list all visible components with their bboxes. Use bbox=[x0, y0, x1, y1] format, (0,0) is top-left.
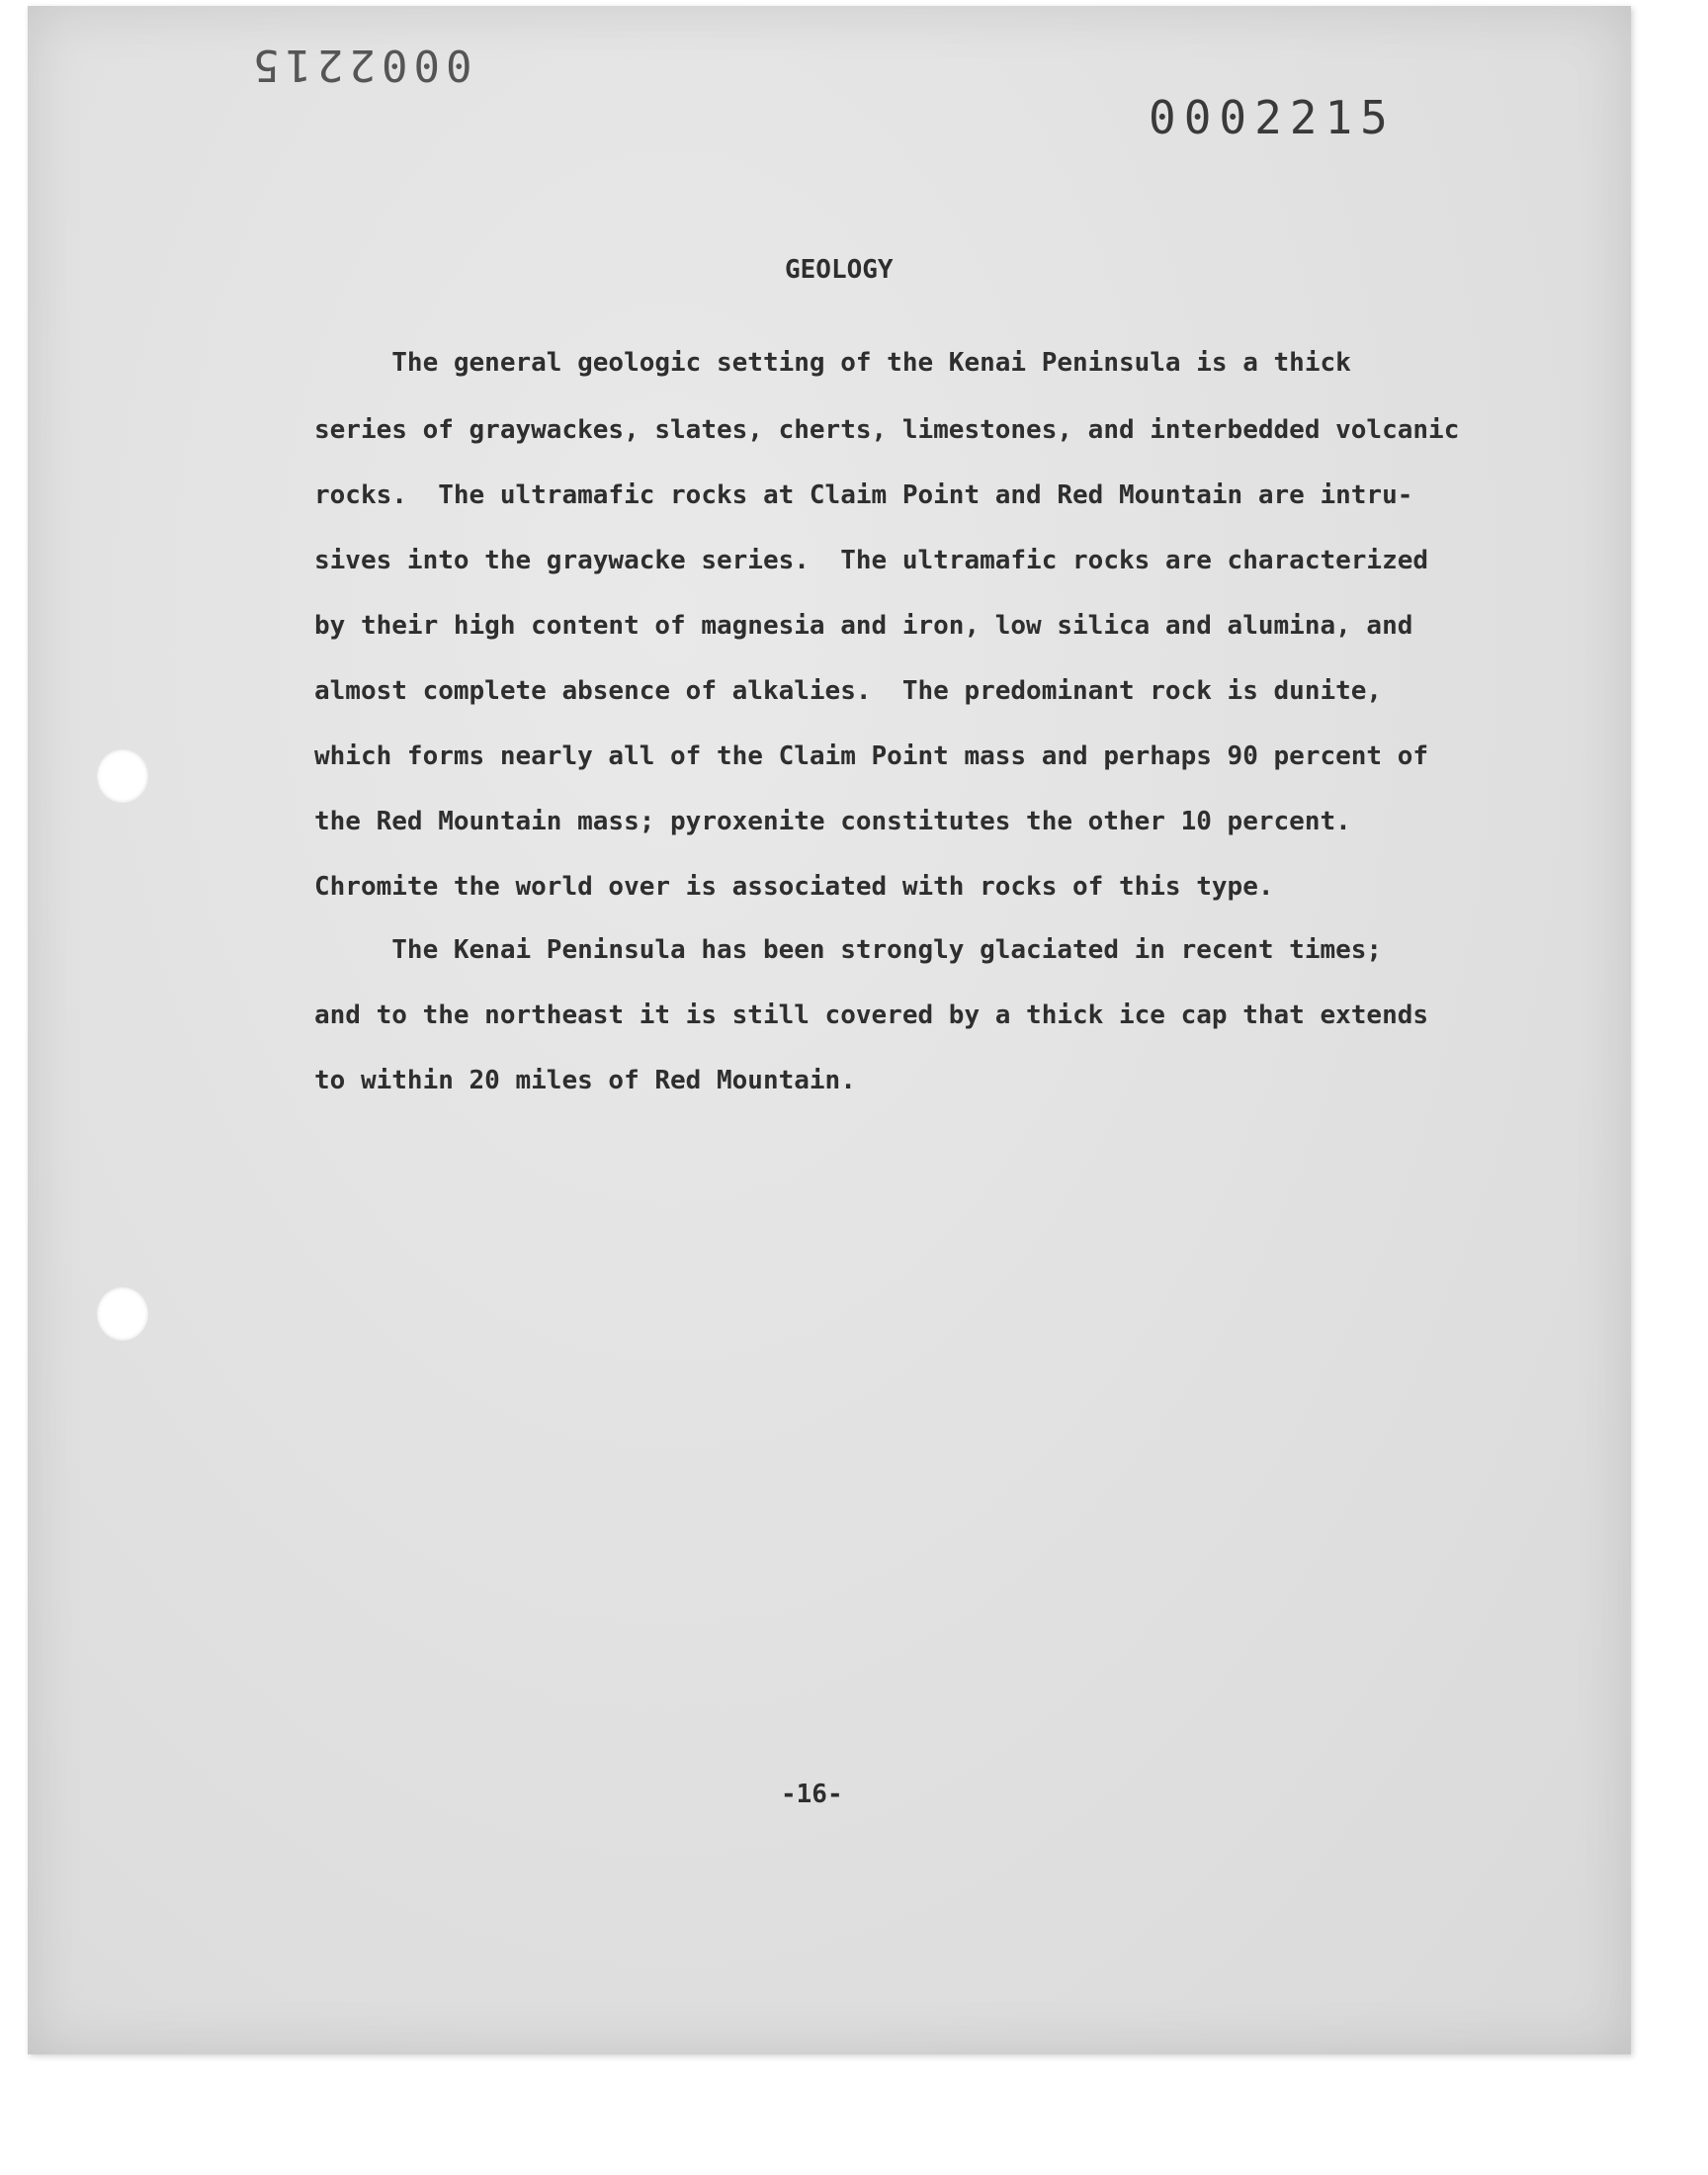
document-id-stamp: 0002215 bbox=[1149, 91, 1396, 144]
text-line: The general geologic setting of the Kenai Peninsula is a thick bbox=[314, 348, 1351, 378]
text-line: the Red Mountain mass; pyroxenite constitutes the other 10 percent. bbox=[314, 807, 1351, 836]
punch-hole bbox=[97, 1287, 148, 1341]
document-page bbox=[28, 6, 1631, 2054]
upside-down-stamp-number: 0002215 bbox=[247, 40, 472, 90]
text-line: series of graywackes, slates, cherts, limestones, and interbedded volcanic bbox=[314, 415, 1460, 445]
text-line: rocks. The ultramafic rocks at Claim Point and Red Mountain are intru- bbox=[314, 480, 1413, 510]
section-heading: GEOLOGY bbox=[785, 255, 894, 285]
text-line: by their high content of magnesia and iron, low silica and alumina, and bbox=[314, 611, 1413, 641]
text-line: The Kenai Peninsula has been strongly glaciated in recent times; bbox=[314, 935, 1383, 965]
text-line: which forms nearly all of the Claim Point mass and perhaps 90 percent of bbox=[314, 741, 1429, 771]
text-line: Chromite the world over is associated with rocks of this type. bbox=[314, 872, 1274, 902]
punch-hole bbox=[97, 749, 148, 803]
page-number: -16- bbox=[781, 1780, 843, 1809]
text-line: almost complete absence of alkalies. The predominant rock is dunite, bbox=[314, 676, 1383, 706]
text-line: to within 20 miles of Red Mountain. bbox=[314, 1066, 856, 1095]
text-line: and to the northeast it is still covered by a thick ice cap that extends bbox=[314, 1000, 1429, 1030]
text-line: sives into the graywacke series. The ultramafic rocks are characterized bbox=[314, 546, 1429, 575]
